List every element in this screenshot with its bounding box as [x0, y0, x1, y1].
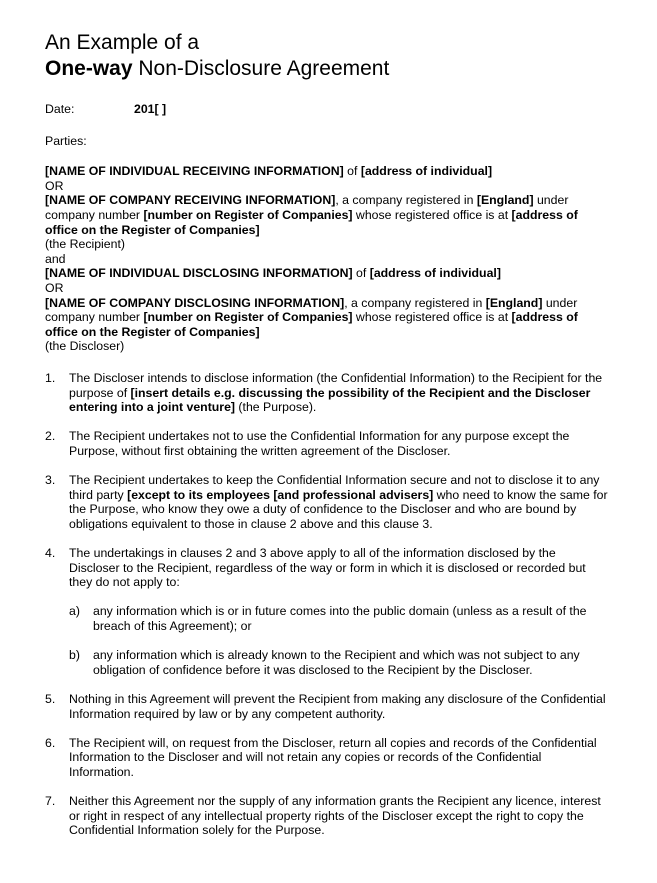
clause-2: [45, 429, 609, 458]
title-line-2: Non-Disclosure Agreement: [132, 57, 390, 80]
clause-4: [45, 546, 609, 677]
subclause-list: [69, 604, 609, 677]
clause-6: [45, 736, 609, 780]
title-line-1: An Example of a: [45, 31, 200, 54]
discloser-or: OR: [45, 280, 64, 295]
date-label: Date:: [45, 102, 75, 116]
date-value: 201[ ]: [134, 102, 167, 116]
clause-number: 2.: [45, 429, 56, 444]
discloser-individual: [NAME OF INDIVIDUAL DISCLOSING INFORMATION] of [address of individual]: [45, 266, 501, 281]
clause-number: 1.: [45, 370, 56, 385]
clause-text: Nothing in this Agreement will prevent the Recipient from making any disclosure of the Confidential Information required by law or by any competent authority.: [69, 691, 606, 721]
clause-text: The Discloser intends to disclose information (the Confidential Information) to the Recipient for the purpose of [insert details e.g. discussing the possibility of the Recipient and the Discloser entering into a joint venture] (the Purpose).: [69, 370, 603, 415]
clause-number: 6.: [45, 735, 56, 750]
parties-label: Parties:: [45, 133, 87, 148]
date-row: [45, 102, 609, 117]
clause-5: [45, 692, 609, 721]
document-title: [45, 30, 609, 82]
recipient-or: OR: [45, 178, 64, 193]
clause-text: The Recipient undertakes not to use the Confidential Information for any purpose except the Purpose, without first obtaining the written agreement of the Discloser.: [69, 429, 570, 458]
clause-text: The undertakings in clauses 2 and 3 above apply to all of the information disclosed by the Discloser to the Recipient, regardless of the way or form in which it is disclosed or recorded but they do not apply to: a) any information which is or in future comes into the public domain (unless as a result of the breach of this Agreement); or b) any information which is already known to the Recipient and which was not subject to any obligation of confidence before it was disclosed to the Recipient by the Discloser.: [69, 546, 609, 677]
discloser-role: (the Discloser): [45, 339, 125, 354]
clause-1: [45, 371, 609, 415]
clause-text: Neither this Agreement nor the supply of any information grants the Recipient any licence, interest or right in respect of any intellectual property rights of the Discloser except the right to copy the Confidential Information solely for the Purpose.: [69, 794, 601, 838]
clause-3: [45, 473, 609, 531]
clause-number: 3.: [45, 473, 56, 488]
clause-number: 5.: [45, 691, 56, 706]
discloser-company: [NAME OF COMPANY DISCLOSING INFORMATION], a company registered in [England] under company number [number on Register of Companies] whose registered office is at [address of office on the Register of Companies]: [45, 295, 578, 339]
clause-text: The Recipient undertakes to keep the Confidential Information secure and not to disclose it to any third party [except to its employees [and professional advisers] who need to know the same for the Purpose, who know they owe a duty of confidence to the Discloser and who are bound by obligations equivalent to those in clause 2 above and this clause 3.: [69, 473, 608, 531]
clauses-list: [45, 371, 609, 838]
title-bold-word: One-way: [45, 57, 133, 80]
subclause-b: b) any information which is already known to the Recipient and which was not subject to any obligation of confidence before it was disclosed to the Recipient by the Discloser.: [69, 648, 580, 677]
clause-number: 7.: [45, 794, 56, 809]
clause-text: The Recipient will, on request from the Discloser, return all copies and records of the Confidential Information to the Discloser and will not retain any copies or records of the Confidential Information.: [69, 735, 597, 779]
clause-7: [45, 794, 609, 838]
recipient-company: [NAME OF COMPANY RECEIVING INFORMATION], a company registered in [England] under company number [number on Register of Companies] whose registered office is at [address of office on the Register of Companies]: [45, 193, 578, 237]
recipient-role: (the Recipient): [45, 237, 125, 252]
clause-number: 4.: [45, 546, 56, 561]
recipient-individual: [NAME OF INDIVIDUAL RECEIVING INFORMATION] of [address of individual]: [45, 164, 493, 179]
and-connector: and: [45, 251, 66, 266]
parties-block: [45, 164, 609, 354]
subclause-a: a) any information which is or in future comes into the public domain (unless as a result of the breach of this Agreement); or: [69, 604, 587, 633]
